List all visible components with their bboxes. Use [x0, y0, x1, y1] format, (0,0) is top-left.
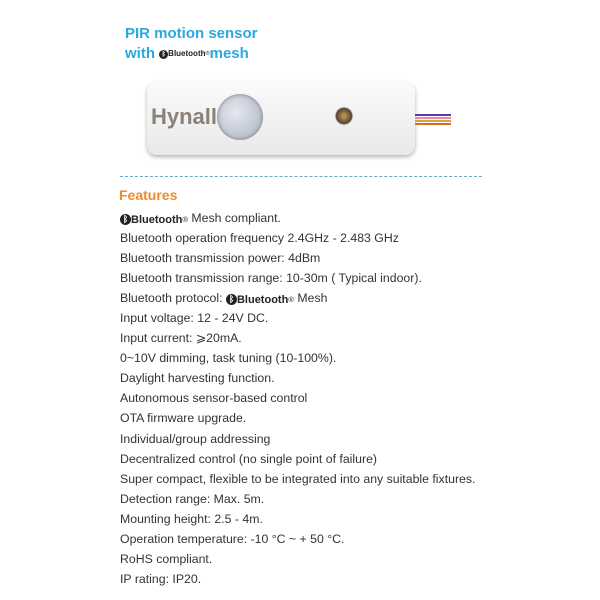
bluetooth-icon: ᛒ: [120, 214, 131, 225]
pir-lens: [217, 94, 263, 140]
item-text: Mesh compliant.: [188, 211, 281, 225]
list-item: Mounting height: 2.5 - 4m.: [120, 511, 263, 526]
list-item: Super compact, flexible to be integrated into any suitable fixtures.: [120, 471, 476, 486]
list-item: Operation temperature: -10 °C ~ + 50 °C.: [120, 531, 345, 546]
wire-purple: [415, 114, 451, 116]
registered-mark: ®: [205, 51, 210, 58]
list-item: IP rating: IP20.: [120, 571, 202, 586]
bluetooth-logo: [226, 290, 294, 310]
list-item: Input current: ⩾20mA.: [120, 331, 242, 346]
bluetooth-word: Bluetooth: [168, 49, 206, 59]
divider: [120, 176, 482, 177]
brand-logo: Hynall: [151, 104, 218, 129]
list-item: RoHS compliant.: [120, 551, 213, 566]
bluetooth-icon: ᛒ: [226, 294, 237, 305]
list-item: Bluetooth operation frequency 2.4GHz - 2.483 GHz: [120, 231, 399, 246]
list-item: Bluetooth transmission power: 4dBm: [120, 251, 321, 266]
list-item: Decentralized control (no single point of failure): [120, 451, 378, 466]
item-text: Bluetooth protocol:: [120, 291, 226, 306]
wire-orange-dark: [415, 123, 451, 125]
list-item: Autonomous sensor-based control: [120, 391, 308, 406]
title-with: with: [125, 45, 155, 62]
bluetooth-word: Bluetooth: [131, 213, 183, 226]
title-line-2: [125, 44, 258, 64]
list-item: Daylight harvesting function.: [120, 371, 275, 386]
product-image: [147, 82, 415, 155]
list-item: Input voltage: 12 - 24V DC.: [120, 311, 269, 326]
item-text: Mesh: [293, 291, 328, 306]
list-item: OTA firmware upgrade.: [120, 411, 247, 426]
bluetooth-logo: [120, 210, 188, 230]
list-item: Individual/group addressing: [120, 431, 271, 446]
wire-pink: [415, 117, 451, 119]
registered-mark: ®: [288, 294, 294, 304]
bluetooth-icon: ᛒ: [159, 50, 168, 59]
list-item: Detection range: Max. 5m.: [120, 491, 265, 506]
bluetooth-word: Bluetooth: [236, 293, 289, 306]
title-line-1: PIR motion sensor: [125, 25, 258, 42]
list-item: 0~10V dimming, task tuning (10-100%).: [120, 351, 337, 366]
features-list: [120, 208, 475, 589]
title-mesh: mesh: [209, 45, 249, 62]
product-title: [125, 24, 258, 64]
wire-orange: [415, 120, 451, 122]
registered-mark: ®: [182, 214, 188, 224]
list-item: [120, 288, 475, 308]
light-sensor: [335, 107, 353, 125]
list-item: Bluetooth transmission range: 10-30m ( Typical indoor).: [120, 271, 422, 286]
list-item: [120, 208, 475, 228]
bluetooth-logo: [159, 44, 209, 64]
features-heading: Features: [119, 187, 178, 203]
